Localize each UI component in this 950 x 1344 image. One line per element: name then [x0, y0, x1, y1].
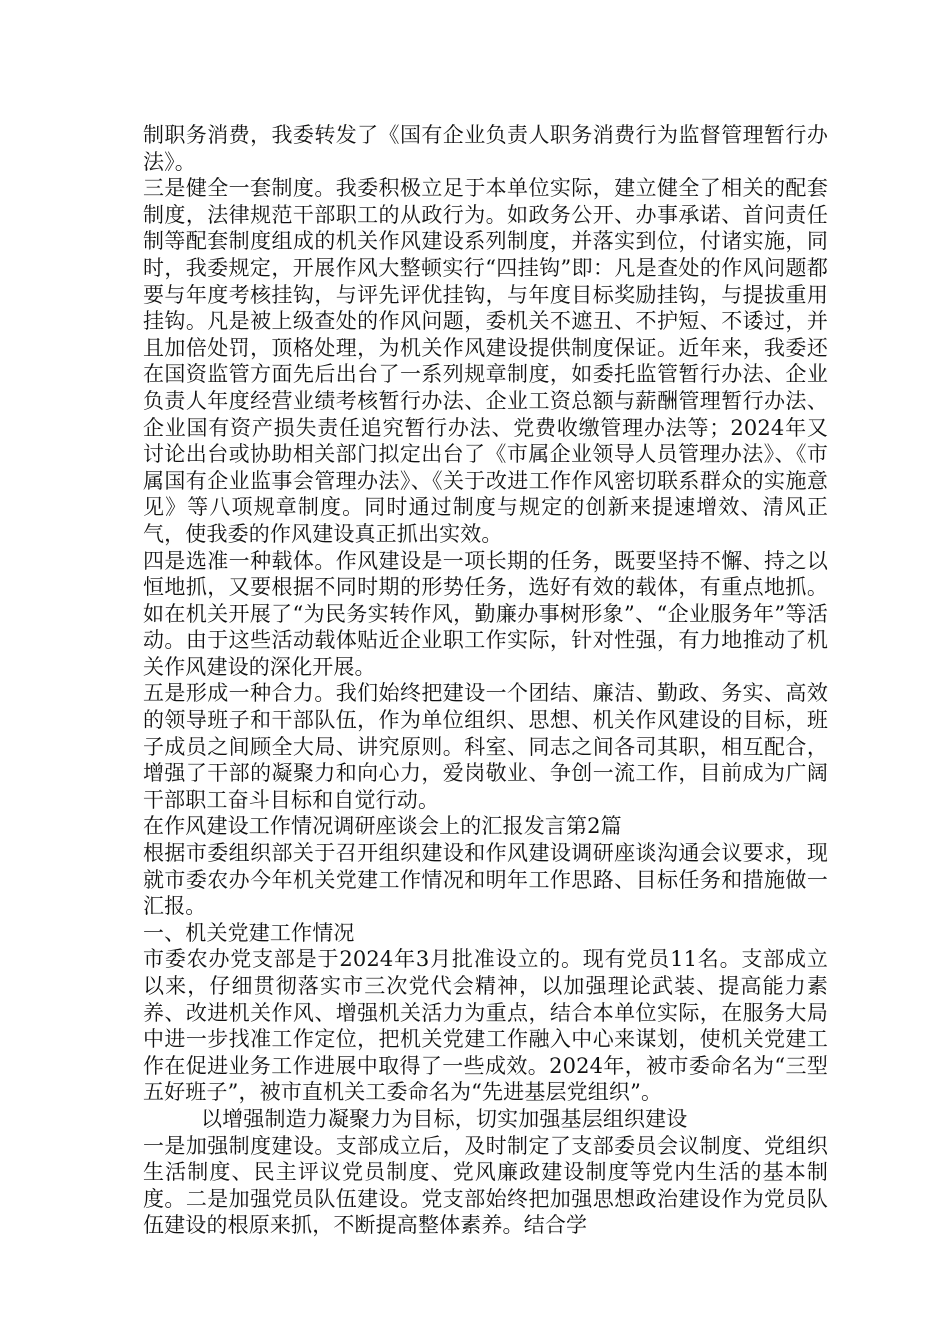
- paragraph-point-three: 三是健全一套制度。我委积极立足于本单位实际，建立健全了相关的配套制度，法律规范干部职工的从政行为。如政务公开、办事承诺、首问责任制等配套制度组成的机关作风建设系列制度，并落实到位，付诸实施，同时，我委规定，开展作风大整顿实行“四挂钩”即：凡是查处的作风问题都要与年度考核挂钩，与评先评优挂钩，与年度目标奖励挂钩，与提拔重用挂钩。凡是被上级查处的作风问题，委机关不遮丑、不护短、不诿过，并且加倍处罚，顶格处理，为机关作风建设提供制度保证。近年来，我委还在国资监管方面先后出台了一系列规章制度，如委托监管暂行办法、企业负责人年度经营业绩考核暂行办法、企业工资总额与薪酬管理暂行办法、企业国有资产损失责任追究暂行办法、党费收缴管理办法等；2024年又讨论出台或协助相关部门拟定出台了《市属企业领导人员管理办法》、《市属国有企业监事会管理办法》、《关于改进工作作风密切联系群众的实施意见》等八项规章制度。同时通过制度与规定的创新来提速增效、清风正气，使我委的作风建设真正抓出实效。: [143, 176, 828, 546]
- subheading-organization-building: 以增强制造力凝聚力为目标，切实加强基层组织建设: [201, 1106, 688, 1131]
- paragraph-consumption-continuation: 制职务消费，我委转发了《国有企业负责人职务消费行为监督管理暂行办法》。: [143, 123, 828, 174]
- paragraph-point-five: 五是形成一种合力。我们始终把建设一个团结、廉洁、勤政、务实、高效的领导班子和干部队伍，作为单位组织、思想、机关作风建设的目标，班子成员之间顾全大局、讲究原则。科室、同志之间各司其职，相互配合，增强了干部的凝聚力和向心力，爱岗敬业、争创一流工作，目前成为广阔干部职工奋斗目标和自觉行动。: [143, 681, 828, 812]
- section-heading-party-building: 一、机关党建工作情况: [143, 920, 355, 945]
- section-title-part-2: 在作风建设工作情况调研座谈会上的汇报发言第2篇: [143, 814, 622, 839]
- paragraph-system-building: 一是加强制度建设。支部成立后，及时制定了支部委员会议制度、党组织生活制度、民主评议党员制度、党风廉政建设制度等党内生活的基本制度。二是加强党员队伍建设。党支部始终把加强思想政治建设作为党员队伍建设的根原来抓，不断提高整体素养。结合学: [143, 1133, 828, 1238]
- paragraph-intro: 根据市委组织部关于召开组织建设和作风建设调研座谈沟通会议要求，现就市委农办今年机关党建工作情况和明年工作思路、目标任务和措施做一汇报。: [143, 841, 828, 919]
- document-body: [143, 122, 828, 1239]
- paragraph-branch-overview: 市委农办党支部是于2024年3月批准设立的。现有党员11名。支部成立以来，仔细贯彻落实市三次党代会精神，以加强理论武装、提高能力素养、改进机关作风、增强机关活力为重点，结合本单位实际，在服务大局中进一步找准工作定位，把机关党建工作融入中心来谋划，使机关党建工作在促进业务工作进展中取得了一些成效。2024年，被市委命名为“三型五好班子”，被市直机关工委命名为“先进基层党组织”。: [143, 947, 828, 1105]
- paragraph-point-four: 四是选准一种载体。作风建设是一项长期的任务，既要坚持不懈、持之以恒地抓，又要根据不同时期的形势任务，选好有效的载体，有重点地抓。如在机关开展了“为民务实转作风，勤廉办事树形象”、“企业服务年”等活动。由于这些活动载体贴近企业职工作实际，针对性强，有力地推动了机关作风建设的深化开展。: [143, 548, 828, 679]
